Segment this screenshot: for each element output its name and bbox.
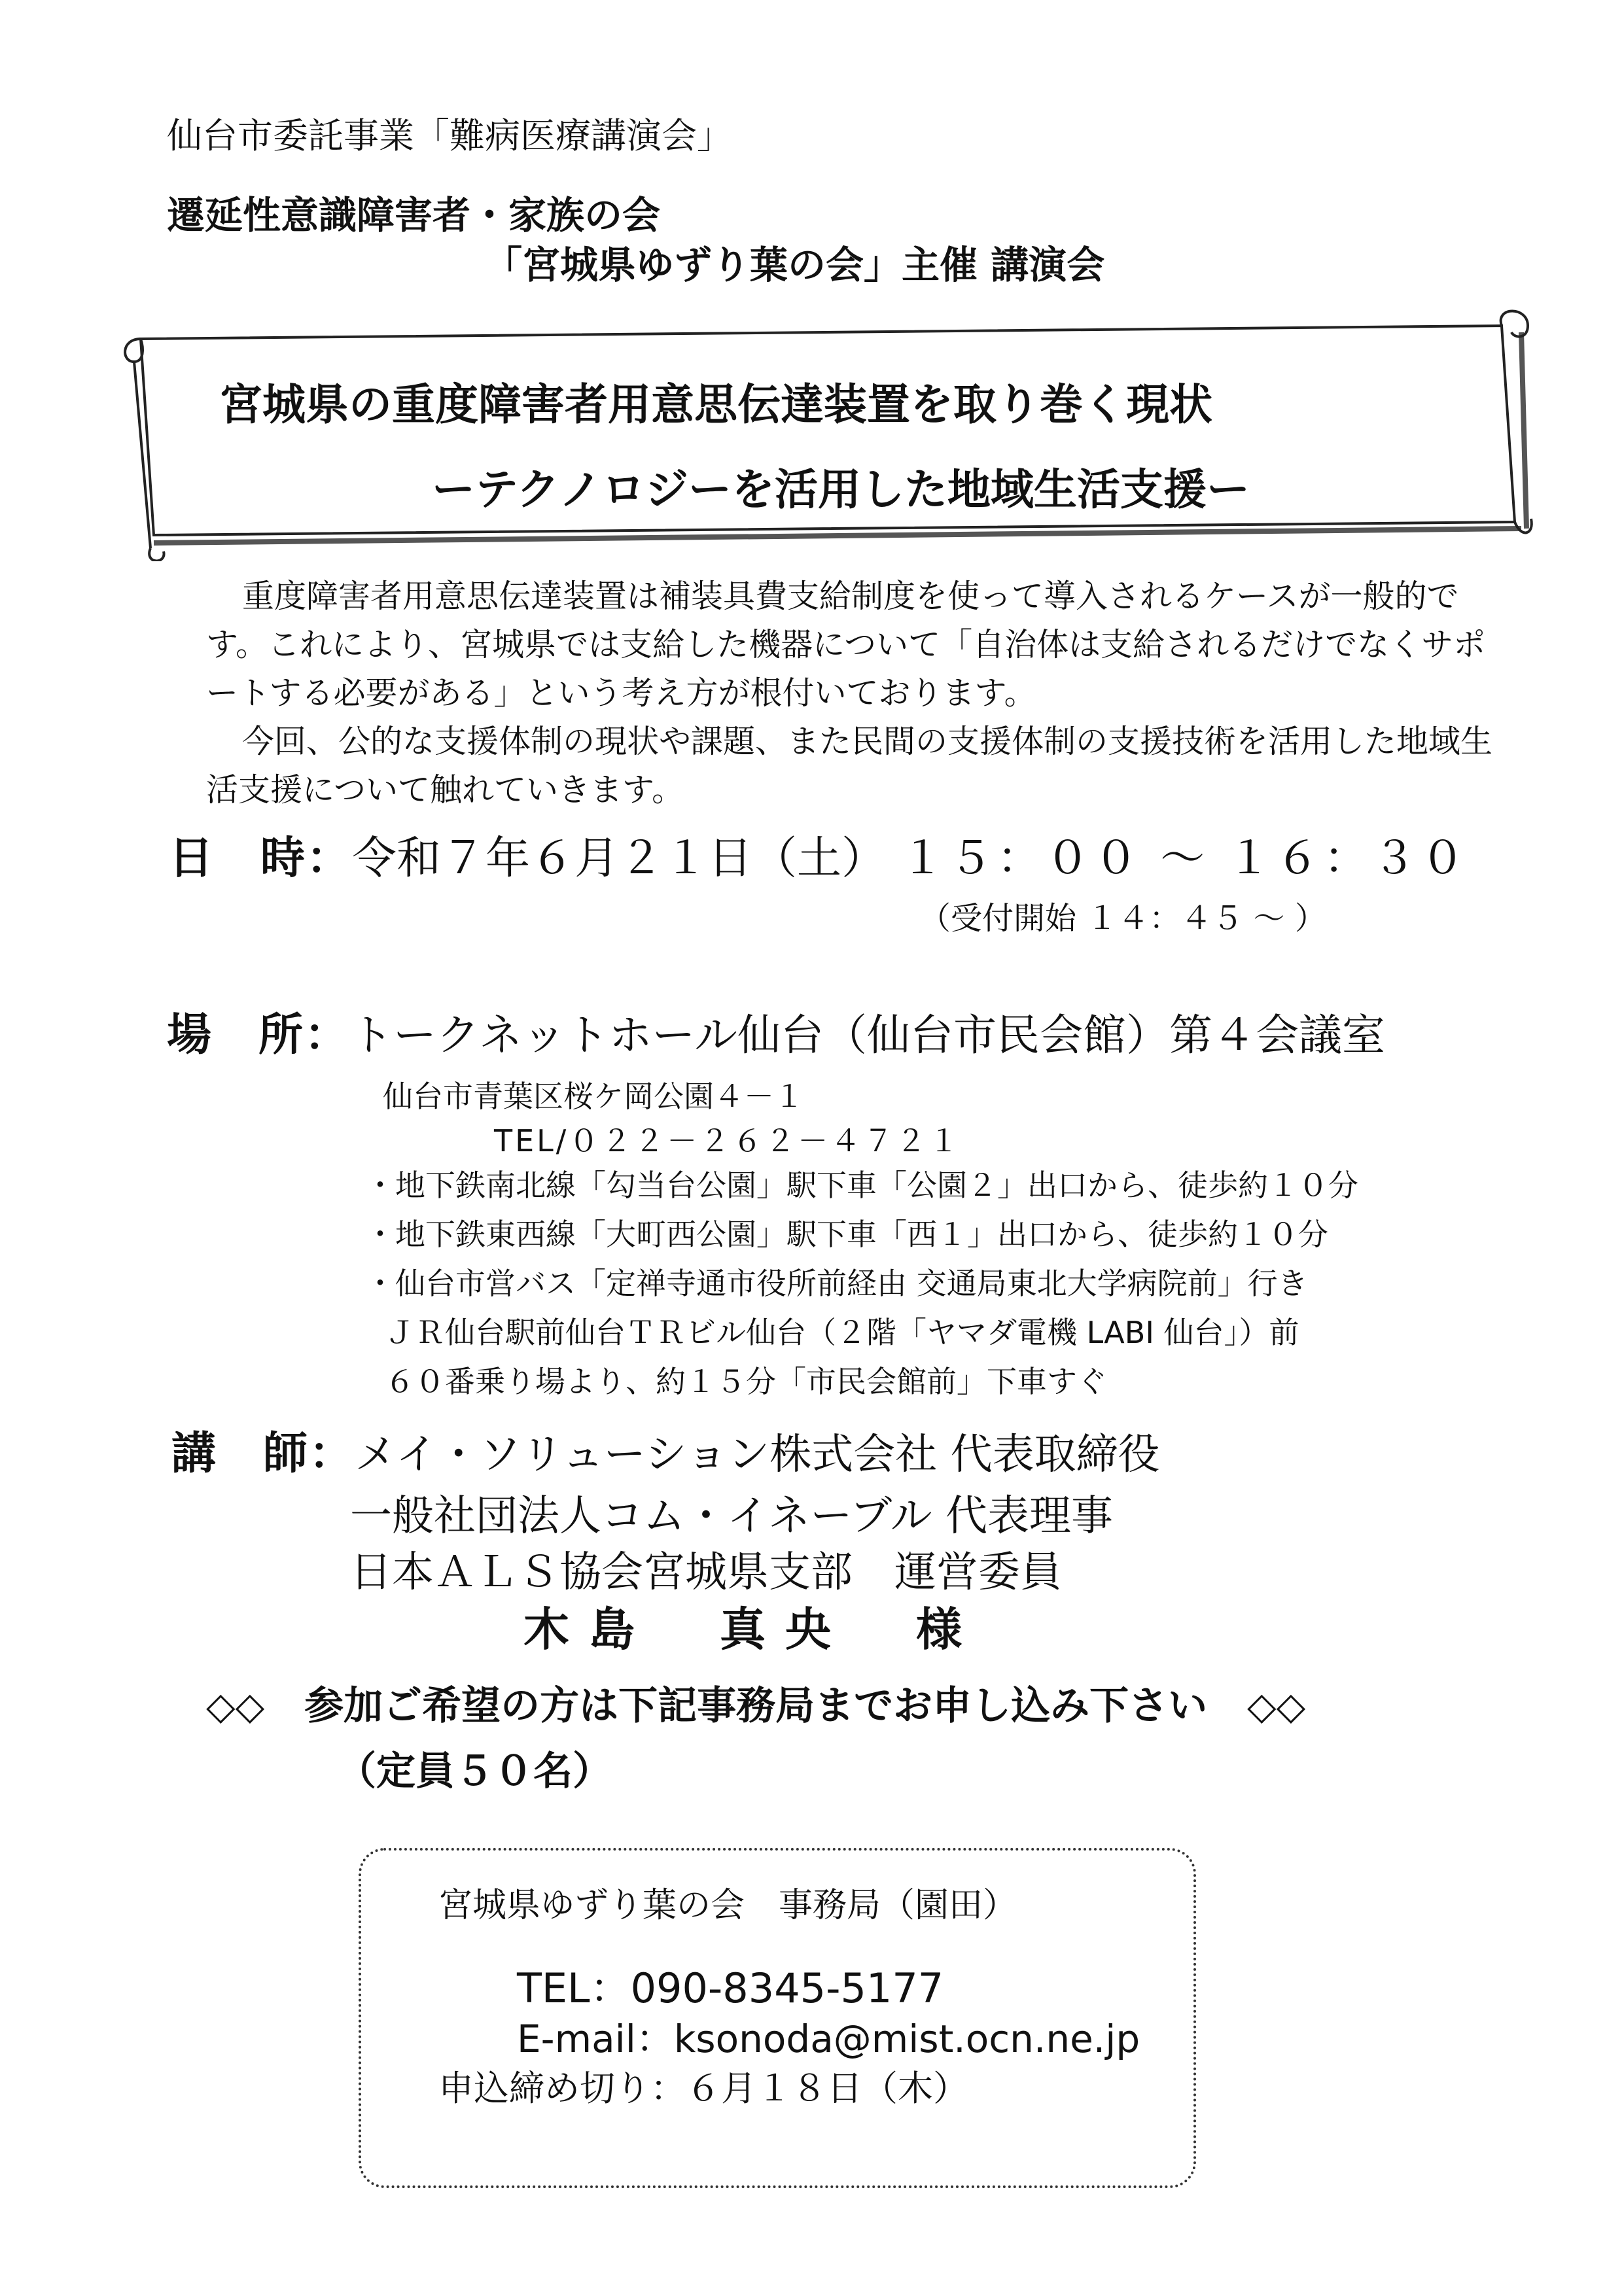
application-deadline: 申込締め切り：６月１８日（木） [438,2068,968,2109]
venue-address: 仙台市青葉区桜ケ岡公園４－１ [383,1079,804,1114]
contact-org: 宮城県ゆずり葉の会 事務局（園田） [438,1886,1017,1925]
application-notice [206,1675,1305,1731]
lecturer-role-3: 日本ＡＬＳ協会宮城県支部 運営委員 [350,1548,1062,1597]
contact-tel: TEL：090-8345-5177 [517,1964,944,2012]
intro-paragraph-1: 重度障害者用意思伝達装置は補装具費支給制度を使って導入されるケースが一般的です。これにより、宮城県では支給した機器について「自治体は支給されるだけでなくサポートする必要がある」という考え方が根付いております。 [206,578,1486,712]
diamond-icon: ◇◇ [206,1684,265,1728]
application-text: 参加ご希望の方は下記事務局までお申し込み下さい [304,1683,1208,1729]
reception-time: （受付開始 １４：４５ ～ ） [919,900,1326,937]
commission-line: 仙台市委託事業「難病医療講演会」 [167,115,732,156]
access-item: ＪＲ仙台駅前仙台ＴＲビル仙台（２階「ヤマダ電機 LABI 仙台」）前 [385,1315,1299,1350]
lecturer-role-2: 一般社団法人コム・イネーブル 代表理事 [350,1492,1113,1540]
access-item: ・仙台市営バス「定禅寺通市役所前経由 交通局東北大学病院前」行き [365,1266,1308,1301]
lecturer-row [171,1426,1160,1483]
lecturer-label: 講 師： [171,1428,355,1480]
venue-tel: TEL/０２２－２６２－４７２１ [494,1123,962,1158]
host-line: 「宮城県ゆずり葉の会」主催 講演会 [484,243,1105,287]
event-date: 令和７年６月２１日（土） [352,833,887,884]
intro-text [206,572,1508,814]
capacity: （定員５０名） [337,1748,612,1794]
venue-name: トークネットホール仙台（仙台市民会館）第４会議室 [350,1010,1386,1060]
diamond-icon: ◇◇ [1247,1684,1306,1728]
event-time: １５：００ ～ １６：３０ [900,833,1469,884]
intro-paragraph-2: 今回、公的な支援体制の現状や課題、また民間の支援体制の支援技術を活用した地域生活支援について触れていきます。 [206,723,1493,809]
organizer-line: 遷延性意識障害者・家族の会 [167,193,661,237]
access-item: ・地下鉄南北線「勾当台公園」駅下車「公園２」出口から、徒歩約１０分 [365,1168,1358,1203]
datetime-label: 日 時： [169,833,353,884]
datetime-row [169,823,1469,886]
venue-row [167,1000,1385,1063]
access-item: ・地下鉄東西線「大町西公園」駅下車「西１」出口から、徒歩約１０分 [365,1217,1328,1252]
access-item: ６０番乗り場より、約１５分「市民会館前」下車すぐ [385,1364,1107,1399]
contact-email[interactable]: E-mail：ksonoda@mist.ocn.ne.jp [517,2017,1140,2061]
event-title: 宮城県の重度障害者用意思伝達装置を取り巻く現状 [219,379,1212,430]
venue-label: 場 所： [167,1009,351,1061]
lecturer-role-1: メイ・ソリューション株式会社 代表取締役 [355,1431,1160,1479]
access-list [365,1161,1358,1406]
event-subtitle: ーテクノロジーを活用した地域生活支援ー [432,464,1250,515]
lecturer-name: 木島 真央 様 [523,1603,981,1656]
